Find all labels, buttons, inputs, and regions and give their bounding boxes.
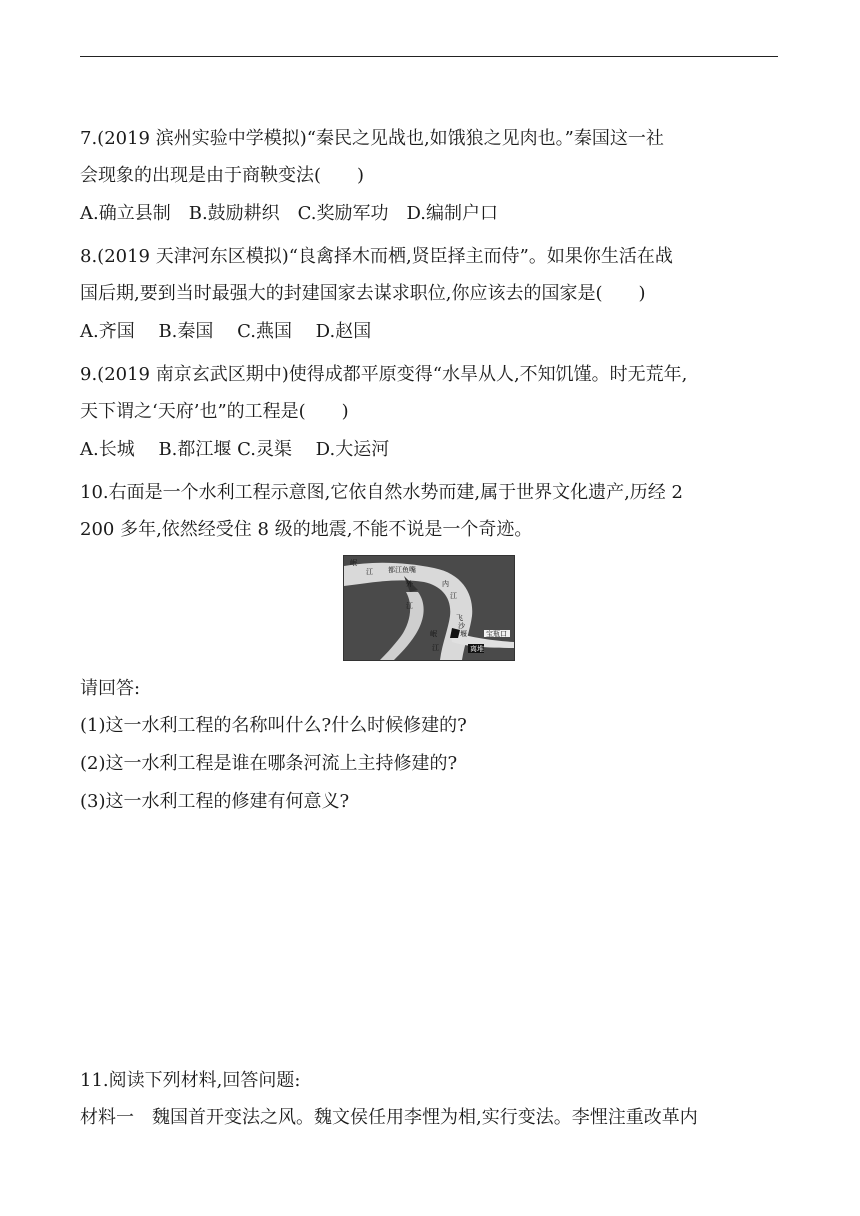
q9-options: A.长城 B.都江堰 C.灵渠 D.大运河 [80,439,390,460]
q8-stem-line2: 国后期,要到当时最强大的封建国家去谋求职位,你应该去的国家是( ) [80,283,646,304]
q7-options: A.确立县制 B.鼓励耕织 C.奖励军功 D.编制户口 [80,203,499,224]
q7-stem-line1: 7.(2019 滨州实验中学模拟)“秦民之见战也,如饿狼之见肉也。”秦国这一社 [80,128,664,149]
q10-sub2: (2)这一水利工程是谁在哪条河流上主持修建的? [80,753,458,774]
header-rule [80,56,778,57]
q9-stem-line1: 9.(2019 南京玄武区期中)使得成都平原变得“水旱从人,不知饥馑。时无荒年, [80,364,688,385]
label-fei: 飞 [456,614,463,622]
label-jiang-inner: 江 [450,592,457,600]
q8-options: A.齐国 B.秦国 C.燕国 D.赵国 [80,321,372,342]
dujiangyan-map-figure [343,555,515,661]
q10-stem-line2: 200 多年,依然经受住 8 级的地震,不能不说是一个奇迹。 [80,519,533,540]
label-wai: 外 [406,580,413,588]
label-sha: 沙 [458,622,465,630]
q10-sub3: (3)这一水利工程的修建有何意义? [80,791,350,812]
q11-material1: 材料一 魏国首开变法之风。魏文侯任用李悝为相,实行变法。李悝注重改革内 [80,1107,698,1128]
label-jiang-outer: 江 [406,602,413,610]
q8-stem-line1: 8.(2019 天津河东区模拟)“良禽择木而栖,贤臣择主而侍”。如果你生活在战 [80,246,673,267]
label-min-top: 岷 [350,559,357,567]
label-lidui: 离堆 [470,645,484,653]
q11-stem: 11.阅读下列材料,回答问题: [80,1070,301,1091]
q7-stem-line2: 会现象的出现是由于商鞅变法( ) [80,165,365,186]
q10-sub1: (1)这一水利工程的名称叫什么?什么时候修建的? [80,715,467,736]
q10-stem-line1: 10.右面是一个水利工程示意图,它依自然水势而建,属于世界文化遗产,历经 2 [80,482,683,503]
q10-prompt: 请回答: [80,678,141,699]
label-min-bottom: 岷 [430,630,437,638]
q9-stem-line2: 天下谓之‘天府’也”的工程是( ) [80,401,349,422]
label-jiang-bottom: 江 [432,644,439,652]
label-yuzui: 都江鱼嘴 [388,566,416,574]
label-nei: 内 [442,580,449,588]
label-baopingkou: 宝瓶口 [486,630,507,638]
label-yan: 堰 [460,630,467,638]
dujiangyan-map [344,556,514,660]
label-jiang-top: 江 [366,568,373,576]
